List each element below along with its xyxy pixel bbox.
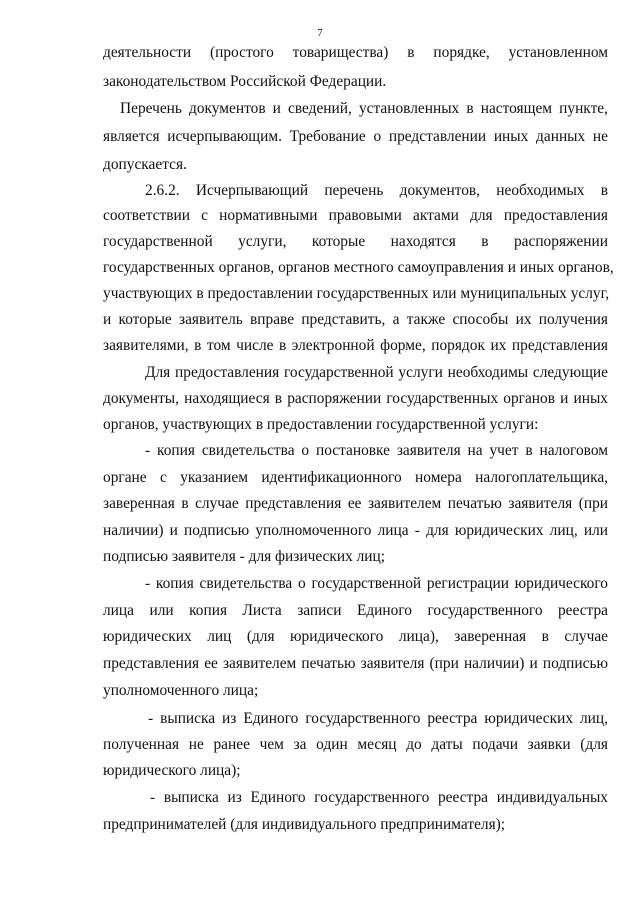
text-line: допускается. (103, 156, 187, 173)
text-line: - копия свидетельства о постановке заявителя на учет в налоговом (145, 442, 608, 459)
text-line: - выписка из Единого государственного реестра юридических лиц, (148, 710, 608, 727)
text-line: 2.6.2. Исчерпывающий перечень документов, необходимых в (145, 182, 608, 199)
text-line: уполномоченного лица; (103, 682, 259, 699)
text-line: подписью заявителя - для физических лиц; (103, 548, 386, 565)
text-line: Перечень документов и сведений, установленных в настоящем пункте, (120, 100, 608, 117)
text-line: юридического лица); (103, 762, 241, 779)
text-line: соответствии с нормативными правовыми актами для предоставления (103, 207, 608, 224)
text-line: законодательством Российской Федерации. (103, 73, 387, 90)
text-line: органе с указанием идентификационного номера налогоплательщика, (103, 469, 608, 486)
text-line: участвующих в предоставлении государственных или муниципальных услуг, (103, 285, 610, 302)
text-line: государственных органов, органов местного самоуправления и иных органов, (103, 259, 614, 276)
page-number: 7 (317, 27, 323, 39)
text-line: юридических лиц (для юридического лица), заверенная в случае (103, 628, 608, 645)
text-line: лица или копия Листа записи Единого государственного реестра (103, 602, 608, 619)
text-line: является исчерпывающим. Требование о представлении иных данных не (103, 128, 608, 145)
text-line: заверенная в случае представления ее заявителем печатью заявителя (при (103, 495, 608, 512)
text-line: полученная не ранее чем за один месяц до даты подачи заявки (для (103, 736, 608, 753)
text-line: заявителями, в том числе в электронной форме, порядок их представления (103, 337, 608, 354)
text-line: наличии) и подписью уполномоченного лица - для юридических лиц, или (103, 522, 608, 539)
text-line: деятельности (простого товарищества) в порядке, установленном (103, 44, 608, 61)
text-line: - выписка из Единого государственного реестра индивидуальных (150, 789, 608, 806)
text-line: предпринимателей (для индивидуального предпринимателя); (103, 816, 506, 833)
text-line: представления ее заявителем печатью заявителя (при наличии) и подписью (103, 655, 608, 672)
text-line: - копия свидетельства о государственной регистрации юридического (145, 575, 608, 592)
text-line: документы, находящиеся в распоряжении государственных органов и иных (103, 390, 608, 407)
text-line: государственной услуги, которые находятся в распоряжении (103, 233, 608, 250)
text-line: и которые заявитель вправе представить, а также способы их получения (103, 311, 608, 328)
text-line: органов, участвующих в предоставлении государственной услуги: (103, 416, 539, 433)
text-line: Для предоставления государственной услуги необходимы следующие (145, 364, 608, 381)
